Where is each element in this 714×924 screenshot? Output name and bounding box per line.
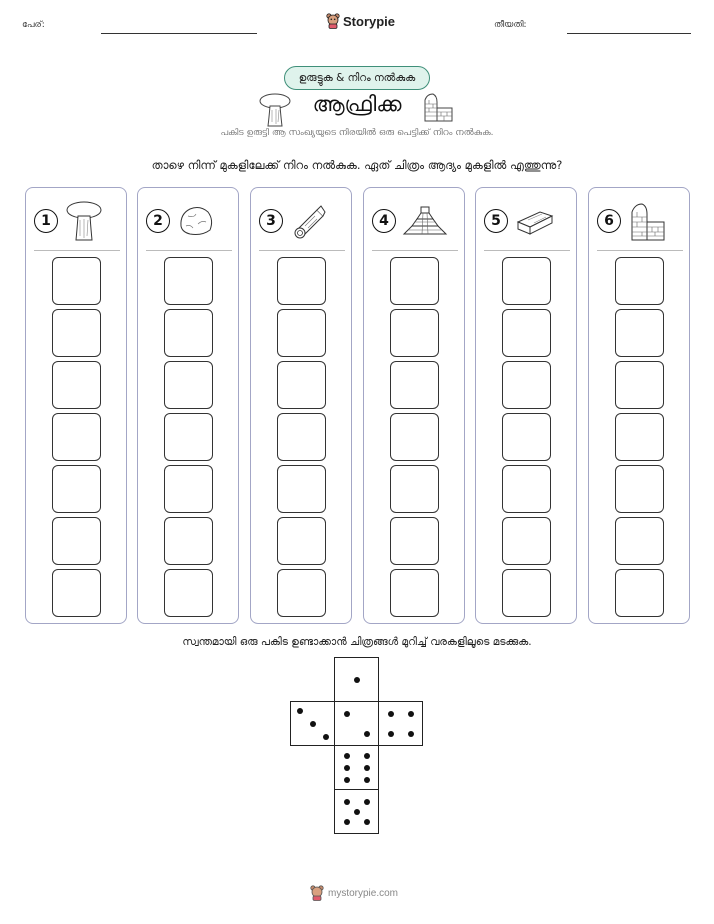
column-divider [146,250,232,251]
column-number: 2 [146,209,170,233]
dice-face-5 [334,789,379,834]
column-header [484,198,570,244]
footer-url[interactable]: mystorypie.com [328,887,399,899]
name-label: പേര്: [22,20,45,30]
color-box[interactable] [164,361,213,409]
dice-face-6 [334,745,379,790]
color-box[interactable] [52,361,101,409]
dice-pip [388,711,394,717]
dice-pip [344,777,350,783]
rock-icon [176,200,216,242]
dice-face-4 [378,701,423,746]
column-1 [25,187,127,624]
dice-pip [364,765,370,771]
column-divider [372,250,458,251]
color-box[interactable] [164,257,213,305]
brand-name: Storypie [343,13,396,29]
color-box[interactable] [390,465,439,513]
dice-pip [344,799,350,805]
color-box[interactable] [502,569,551,617]
column-header [597,198,683,244]
dice-pip [364,819,370,825]
brick-icon [514,200,554,242]
bear-mascot-icon [310,885,324,901]
color-box[interactable] [277,257,326,305]
color-box[interactable] [390,413,439,461]
date-line [567,33,691,34]
column-divider [259,250,345,251]
color-box[interactable] [277,465,326,513]
brand-logo [326,13,395,29]
color-box[interactable] [502,257,551,305]
pyramid-icon [402,200,448,242]
activity-badge: ഉരുട്ടുക & നിറം നൽകുക [284,66,430,90]
cut-instruction: സ്വന്തമായി ഒരു പകിട ഉണ്ടാക്കാൻ ചിത്രങ്ങൾ മുറിച്ച് വരകളിലൂടെ മടക്കുക. [182,636,532,648]
coloring-instruction: താഴെ നിന്ന് മുകളിലേക്ക് നിറം നൽകുക. ഏത് ചിത്രം ആദ്യം മുകളിൽ എത്തുന്നു? [151,158,563,172]
color-box[interactable] [390,517,439,565]
dice-pip [364,777,370,783]
color-box[interactable] [52,465,101,513]
color-box[interactable] [277,309,326,357]
column-header [259,198,345,244]
column-2 [137,187,239,624]
color-box[interactable] [52,517,101,565]
page-subtitle: പകിട ഉരുട്ടി ആ സംഖ്യയുടെ നിരയിൽ ഒരു പെട്ടിക്ക് നിറം നൽകുക. [220,128,494,138]
dice-pip [408,711,414,717]
column-4 [363,187,465,624]
color-box[interactable] [502,465,551,513]
dice-pip [354,809,360,815]
column-header [146,198,232,244]
dice-columns [25,187,691,624]
name-line [101,33,257,34]
column-number: 4 [372,209,396,233]
dice-pip [364,753,370,759]
column-number: 1 [34,209,58,233]
column-divider [597,250,683,251]
color-box[interactable] [52,413,101,461]
color-box[interactable] [615,465,664,513]
color-box[interactable] [277,569,326,617]
color-box[interactable] [164,569,213,617]
dice-face-2 [334,701,379,746]
scroll-icon [289,200,329,242]
column-header [372,198,458,244]
baobab-tree-icon [64,200,104,242]
color-box[interactable] [164,413,213,461]
column-3 [250,187,352,624]
color-box[interactable] [502,361,551,409]
color-box[interactable] [52,309,101,357]
date-label: തീയതി: [494,20,527,30]
baobab-tree-icon [257,92,293,128]
color-box[interactable] [164,465,213,513]
color-box[interactable] [615,257,664,305]
color-box[interactable] [390,361,439,409]
color-box[interactable] [615,309,664,357]
column-header [34,198,120,244]
dice-pip [354,677,360,683]
dice-pip [388,731,394,737]
dice-pip [310,721,316,727]
dice-face-1 [334,657,379,702]
color-box[interactable] [52,569,101,617]
dice-pip [297,708,303,714]
dice-pip [364,799,370,805]
stone-tower-icon [421,92,453,122]
color-box[interactable] [502,517,551,565]
color-box[interactable] [277,413,326,461]
footer [310,885,398,901]
column-6 [588,187,690,624]
color-box[interactable] [277,517,326,565]
color-box[interactable] [615,361,664,409]
dice-pip [323,734,329,740]
page-title: ആഫ്രിക്ക [312,92,402,116]
color-box[interactable] [502,413,551,461]
dice-pip [364,731,370,737]
color-box[interactable] [277,361,326,409]
column-number: 6 [597,209,621,233]
bear-mascot-icon [326,13,340,29]
column-5 [475,187,577,624]
dice-pip [344,819,350,825]
column-number: 5 [484,209,508,233]
dice-pip [344,711,350,717]
color-box[interactable] [615,569,664,617]
column-divider [34,250,120,251]
color-box[interactable] [615,413,664,461]
color-box[interactable] [164,517,213,565]
dice-pip [344,765,350,771]
dice-pip [408,731,414,737]
stone-tower-icon [627,200,667,242]
column-number: 3 [259,209,283,233]
color-box[interactable] [52,257,101,305]
dice-pip [344,753,350,759]
color-box[interactable] [390,257,439,305]
color-box[interactable] [502,309,551,357]
color-box[interactable] [164,309,213,357]
column-divider [484,250,570,251]
dice-face-3 [290,701,335,746]
color-box[interactable] [615,517,664,565]
color-box[interactable] [390,309,439,357]
color-box[interactable] [390,569,439,617]
